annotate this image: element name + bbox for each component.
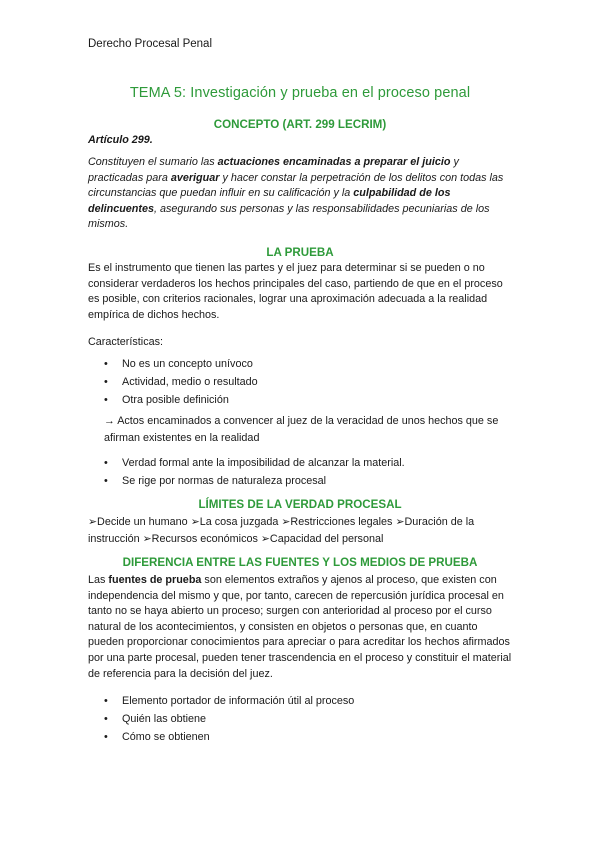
- bullet-marker: •: [104, 376, 108, 388]
- list-item: [104, 456, 514, 474]
- characteristics-list: [104, 357, 514, 411]
- limit-marker: ➢: [260, 533, 270, 545]
- bullet-marker: •: [104, 358, 108, 370]
- list-item-text: Cómo se obtienen: [122, 731, 210, 743]
- page-title: TEMA 5: Investigación y prueba en el proceso penal: [129, 85, 471, 101]
- limit-marker: ➢: [395, 516, 405, 528]
- limit-marker: ➢: [281, 516, 291, 528]
- bullet-marker: •: [104, 731, 108, 743]
- characteristics-label: Características:: [88, 336, 163, 348]
- bullet-marker: •: [104, 695, 108, 707]
- limit-item: Capacidad del personal: [269, 533, 384, 545]
- bullet-marker: •: [104, 713, 108, 725]
- article-bold-part: averiguar: [170, 171, 220, 184]
- page-header: Derecho Procesal Penal: [88, 38, 213, 50]
- list-item: [104, 375, 514, 393]
- list-item: [104, 474, 514, 492]
- article-text-part: y practicadas para: [88, 156, 459, 184]
- article-bold-part: culpabilidad de los delincuentes: [88, 187, 451, 215]
- characteristics-list-2: [104, 456, 514, 492]
- list-item: [104, 730, 514, 748]
- difference-list: [104, 694, 514, 748]
- bullet-marker: •: [104, 457, 108, 469]
- prueba-paragraph: Es el instrumento que tienen las partes y el juez para determinar si se pueden o no considerar verdaderos los hechos principales del caso, partiendo de que en el proceso es posible, con criterios racionales, lograr una aproximación adecuada a la realidad empírica de dichos hechos.: [88, 262, 503, 321]
- concept-heading: CONCEPTO (ART. 299 LECRIM): [213, 118, 387, 131]
- definition-arrow-text: → Actos encaminados a convencer al juez de la veracidad de unos hechos que se afirman existentes en la realidad: [104, 415, 499, 444]
- limit-item: La cosa juzgada: [199, 516, 279, 528]
- prueba-heading: LA PRUEBA: [266, 246, 334, 259]
- bullet-marker: •: [104, 475, 108, 487]
- difference-text: son elementos extraños y ajenos al proceso, que existen con independencia del mismo y que, por tanto, carecen de repercusión jurídica procesal en tanto no se haya abierto un proceso; surgen con anterioridad al proceso por el curso natural de los acontecimientos, y consisten en objetos o personas que, en cuanto pueden proporcionar conocimientos para apreciar o para acreditar los hechos afirmados por una parte procesal, pueden tener trascendencia en el proceso y constituir el material de referencia para la decisión del juez.: [88, 574, 512, 680]
- bullet-marker: •: [104, 394, 108, 406]
- list-item: [104, 357, 514, 375]
- limit-marker: ➢: [142, 533, 152, 545]
- article-bold-part: actuaciones encaminadas a preparar el juicio: [217, 156, 451, 168]
- limit-marker: ➢: [190, 516, 200, 528]
- limit-item: Decide un humano: [97, 516, 188, 528]
- list-item: [104, 694, 514, 712]
- article-label: Artículo 299.: [88, 134, 153, 146]
- list-item-text: Quién las obtiene: [122, 713, 207, 725]
- list-item: [104, 712, 514, 730]
- limits-list: [88, 514, 518, 548]
- list-item-text: No es un concepto unívoco: [122, 358, 253, 370]
- limit-item: Duración de la instrucción: [88, 516, 475, 545]
- list-item-text: Elemento portador de información útil al proceso: [122, 695, 355, 707]
- limit-marker: ➢: [88, 516, 98, 528]
- list-item-text: Actividad, medio o resultado: [122, 376, 258, 388]
- list-item-text: Otra posible definición: [122, 394, 229, 406]
- limit-item: Recursos económicos: [151, 533, 258, 545]
- difference-lead-bold: fuentes de prueba: [108, 574, 202, 586]
- difference-lead: Las: [88, 574, 109, 586]
- article-text-part: , asegurando sus personas y las responsabilidades pecuniarias de los mismos.: [88, 202, 490, 231]
- list-item-text: Se rige por normas de naturaleza procesal: [122, 475, 327, 487]
- limit-item: Restricciones legales: [290, 516, 393, 528]
- list-item-text: Verdad formal ante la imposibilidad de alcanzar la material.: [122, 457, 405, 469]
- list-item: [104, 393, 514, 411]
- limits-heading: LÍMITES DE LA VERDAD PROCESAL: [198, 498, 402, 511]
- difference-heading: DIFERENCIA ENTRE LAS FUENTES Y LOS MEDIOS DE PRUEBA: [122, 556, 478, 569]
- article-text-part: y hacer constar la perpetración de los delitos con todas las circunstancias que puedan influir en su calificación y la: [88, 171, 504, 200]
- article-text: [88, 155, 513, 233]
- article-text-part: Constituyen el sumario las: [88, 156, 218, 168]
- difference-paragraph: [88, 573, 513, 682]
